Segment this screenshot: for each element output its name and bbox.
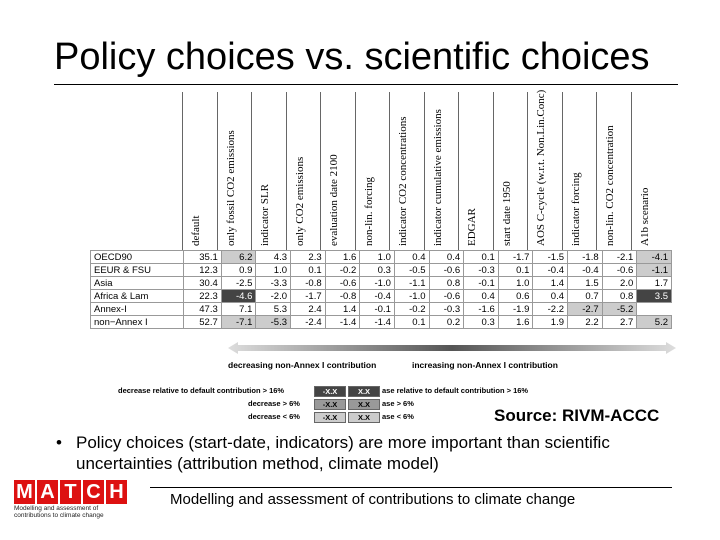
column-header bbox=[182, 92, 218, 250]
table-cell: -0.4 bbox=[533, 264, 568, 277]
logo-letter: A bbox=[37, 480, 58, 504]
table-cell: -1.1 bbox=[637, 264, 672, 277]
footer-divider bbox=[150, 487, 672, 488]
column-header-label: default bbox=[190, 215, 202, 246]
table-cell: -2.7 bbox=[568, 303, 603, 316]
table-cell: -0.4 bbox=[568, 264, 603, 277]
table-cell: 1.6 bbox=[498, 316, 533, 329]
column-header bbox=[527, 89, 563, 250]
legend-right-2: ase > 6% bbox=[382, 399, 414, 408]
table-cell: 0.4 bbox=[464, 290, 499, 303]
table-cell: -0.2 bbox=[325, 264, 360, 277]
table-cell: -1.7 bbox=[291, 290, 326, 303]
table-row bbox=[91, 251, 672, 264]
table-cell: -2.0 bbox=[256, 290, 291, 303]
legend-left-2: decrease > 6% bbox=[248, 399, 300, 408]
table-cell: 0.8 bbox=[429, 277, 464, 290]
table-cell: 0.3 bbox=[360, 264, 395, 277]
table-cell: 0.1 bbox=[498, 264, 533, 277]
column-header bbox=[562, 92, 598, 250]
column-header bbox=[389, 92, 425, 250]
table-cell: 1.7 bbox=[637, 277, 672, 290]
table-cell: -1.6 bbox=[464, 303, 499, 316]
table-cell: 0.4 bbox=[394, 251, 429, 264]
column-header-label: only fossil CO2 emissions bbox=[224, 130, 237, 246]
table-cell: -0.6 bbox=[429, 264, 464, 277]
table-cell: 7.1 bbox=[221, 303, 256, 316]
column-header bbox=[493, 92, 529, 250]
legend-right-1: ase relative to default contribution > 16% bbox=[382, 386, 529, 395]
table-cell: -0.5 bbox=[394, 264, 429, 277]
table-cell: -1.4 bbox=[325, 316, 360, 329]
table-cell: 6.2 bbox=[221, 251, 256, 264]
double-arrow-shape bbox=[228, 342, 676, 354]
table-cell: -0.8 bbox=[291, 277, 326, 290]
table-row bbox=[91, 277, 672, 290]
table-cell: 0.1 bbox=[394, 316, 429, 329]
column-header bbox=[251, 92, 287, 250]
legend-swatch-light-pos: X.X bbox=[348, 412, 380, 423]
table-cell: 1.6 bbox=[325, 251, 360, 264]
table-cell: -2.4 bbox=[291, 316, 326, 329]
footer-text: Modelling and assessment of contributions to climate change bbox=[170, 491, 576, 508]
results-table-figure bbox=[90, 89, 668, 422]
table-cell: 0.4 bbox=[533, 290, 568, 303]
table-cell: -1.0 bbox=[394, 290, 429, 303]
table-cell: -3.3 bbox=[256, 277, 291, 290]
table-cell: 1.4 bbox=[533, 277, 568, 290]
table-cell: 5.3 bbox=[256, 303, 291, 316]
column-header-label: evaluation date 2100 bbox=[328, 154, 340, 246]
row-label: non−Annex I bbox=[91, 316, 184, 329]
column-header bbox=[458, 92, 494, 250]
table-cell: 0.3 bbox=[464, 316, 499, 329]
table-cell: 0.6 bbox=[498, 290, 533, 303]
column-header-label: non-lin. CO2 concentration bbox=[604, 125, 616, 246]
legend-right-3: ase < 6% bbox=[382, 412, 414, 421]
table-row bbox=[91, 264, 672, 277]
column-header bbox=[286, 92, 322, 250]
table-cell: -0.2 bbox=[394, 303, 429, 316]
table-cell: 12.3 bbox=[184, 264, 222, 277]
column-header bbox=[631, 92, 667, 250]
table-cell: 5.2 bbox=[637, 316, 672, 329]
table-cell: -5.3 bbox=[256, 316, 291, 329]
title-divider bbox=[54, 84, 678, 85]
legend-swatch-dark-neg: -X.X bbox=[314, 386, 346, 397]
table-row bbox=[91, 316, 672, 329]
column-header-label: indicator cumulative emissions bbox=[431, 109, 444, 246]
legend-left-3: decrease < 6% bbox=[248, 412, 300, 421]
table-cell: 2.2 bbox=[568, 316, 603, 329]
table-cell: 1.0 bbox=[256, 264, 291, 277]
table-cell: -0.3 bbox=[429, 303, 464, 316]
table-cell: -0.4 bbox=[360, 290, 395, 303]
logo-letter: C bbox=[83, 480, 104, 504]
table-cell: -1.5 bbox=[533, 251, 568, 264]
column-header-label: non-lin. forcing bbox=[362, 176, 375, 246]
column-header-label: indicator SLR bbox=[259, 183, 271, 246]
legend-swatch-mid-pos: X.X bbox=[348, 399, 380, 410]
table-cell: 1.9 bbox=[533, 316, 568, 329]
column-header-label: AOS C-cycle (w.r.t. Non.Lin.Conc) bbox=[535, 89, 547, 246]
table-cell: 35.1 bbox=[184, 251, 222, 264]
table-cell: -2.2 bbox=[533, 303, 568, 316]
column-header bbox=[355, 92, 391, 250]
column-header-label: start date 1950 bbox=[500, 181, 513, 246]
table-cell: 1.0 bbox=[360, 251, 395, 264]
table-row bbox=[91, 303, 672, 316]
row-label: Asia bbox=[91, 277, 184, 290]
slide-title: Policy choices vs. scientific choices bbox=[54, 36, 650, 78]
logo-caption bbox=[14, 505, 128, 519]
table-cell: 4.3 bbox=[256, 251, 291, 264]
table-cell: 22.3 bbox=[184, 290, 222, 303]
table-cell: 30.4 bbox=[184, 277, 222, 290]
table-cell: 0.7 bbox=[568, 290, 603, 303]
table-cell: -1.7 bbox=[498, 251, 533, 264]
table-cell: 52.7 bbox=[184, 316, 222, 329]
column-header-label: only CO2 emissions bbox=[293, 156, 306, 246]
table-cell: 2.4 bbox=[291, 303, 326, 316]
arrow-label-left: decreasing non-Annex I contribution bbox=[228, 360, 377, 370]
column-header-label: indicator forcing bbox=[569, 172, 582, 246]
table-cell: -0.3 bbox=[464, 264, 499, 277]
table-cell: 47.3 bbox=[184, 303, 222, 316]
table-cell: -1.9 bbox=[498, 303, 533, 316]
legend-swatch-mid-neg: -X.X bbox=[314, 399, 346, 410]
row-label: OECD90 bbox=[91, 251, 184, 264]
column-header-label: indicator CO2 concentrations bbox=[397, 116, 409, 246]
table-cell: 2.3 bbox=[291, 251, 326, 264]
results-table bbox=[90, 250, 672, 329]
table-cell: -0.6 bbox=[429, 290, 464, 303]
table-cell: -1.0 bbox=[360, 277, 395, 290]
table-cell: 0.2 bbox=[429, 316, 464, 329]
row-label: Annex-I bbox=[91, 303, 184, 316]
bullet-icon: • bbox=[56, 433, 62, 452]
match-logo bbox=[14, 480, 128, 524]
column-header bbox=[217, 92, 253, 250]
column-header bbox=[424, 92, 460, 250]
table-cell: -0.8 bbox=[325, 290, 360, 303]
table-cell: -1.1 bbox=[394, 277, 429, 290]
table-cell: -1.4 bbox=[360, 316, 395, 329]
column-header-label: EDGAR bbox=[466, 208, 478, 246]
table-cell: -5.2 bbox=[602, 303, 637, 316]
logo-caption-line2: contributions to climate change bbox=[14, 512, 104, 519]
arrow-label-right: increasing non-Annex I contribution bbox=[412, 360, 558, 370]
logo-letter: H bbox=[106, 480, 127, 504]
table-cell: 2.0 bbox=[602, 277, 637, 290]
table-cell: 0.4 bbox=[429, 251, 464, 264]
table-cell: -0.1 bbox=[464, 277, 499, 290]
table-cell: 2.7 bbox=[602, 316, 637, 329]
table-cell: 1.4 bbox=[325, 303, 360, 316]
row-label: Africa & Lam bbox=[91, 290, 184, 303]
legend-left-1: decrease relative to default contribution > 16% bbox=[118, 386, 285, 395]
source-citation: Source: RIVM-ACCC bbox=[494, 406, 660, 425]
table-cell: -0.6 bbox=[325, 277, 360, 290]
bullet-text: Policy choices (start-date, indicators) are more important than scientific uncertainties (attribution method, climate model) bbox=[76, 433, 610, 473]
column-header bbox=[596, 92, 632, 250]
row-label: EEUR & FSU bbox=[91, 264, 184, 277]
table-cell: 1.0 bbox=[498, 277, 533, 290]
table-cell: 0.9 bbox=[221, 264, 256, 277]
logo-letter: T bbox=[60, 480, 81, 504]
table-cell: -1.8 bbox=[568, 251, 603, 264]
table-cell: -2.5 bbox=[221, 277, 256, 290]
table-cell: -2.1 bbox=[602, 251, 637, 264]
table-row bbox=[91, 290, 672, 303]
table-cell: -4.1 bbox=[637, 251, 672, 264]
logo-letter: M bbox=[14, 480, 35, 504]
logo-caption-line1: Modelling and assessment of bbox=[14, 505, 99, 512]
table-cell: 0.1 bbox=[464, 251, 499, 264]
table-cell: -0.6 bbox=[602, 264, 637, 277]
contribution-arrow bbox=[228, 342, 676, 354]
table-cell: -0.1 bbox=[360, 303, 395, 316]
column-header-label: A1b scenario bbox=[638, 187, 651, 246]
legend-swatch-dark-pos: X.X bbox=[348, 386, 380, 397]
table-cell: 0.1 bbox=[291, 264, 326, 277]
table-cell: -4.6 bbox=[221, 290, 256, 303]
table-cell: 0.8 bbox=[602, 290, 637, 303]
table-cell: 3.5 bbox=[637, 290, 672, 303]
logo-letters bbox=[14, 480, 128, 504]
table-cell: 1.5 bbox=[568, 277, 603, 290]
legend-swatch-light-neg: -X.X bbox=[314, 412, 346, 423]
column-header bbox=[320, 92, 356, 250]
table-cell: -7.1 bbox=[221, 316, 256, 329]
